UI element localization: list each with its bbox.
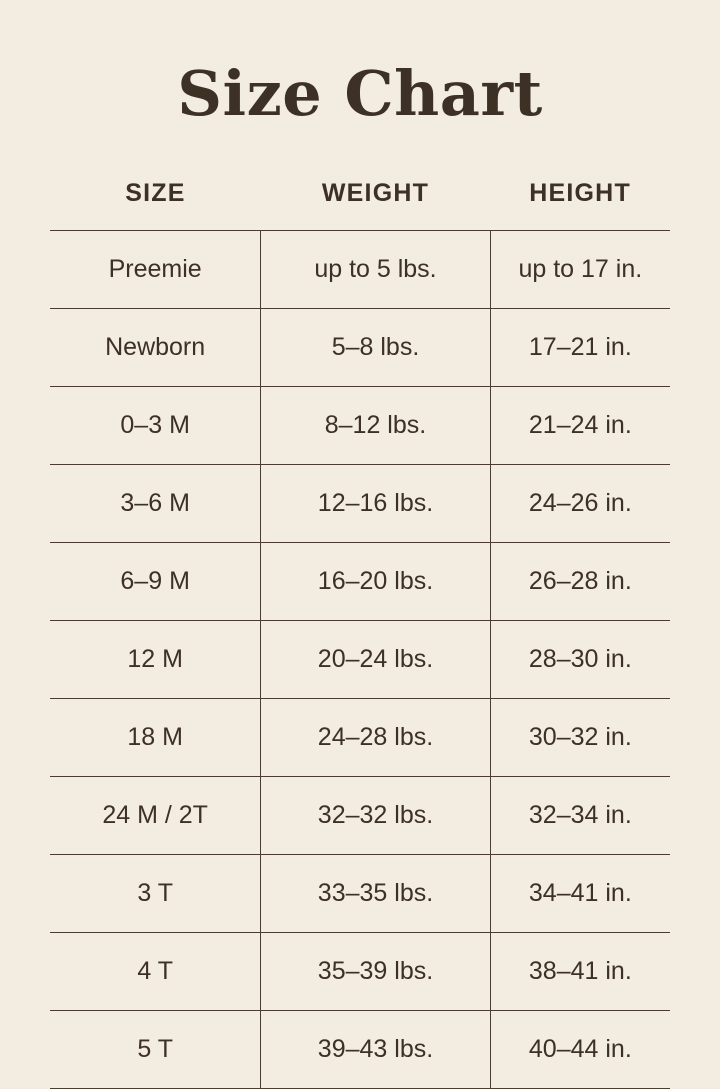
cell-size: 12 M xyxy=(50,621,261,699)
table-row xyxy=(50,309,670,387)
cell-height: up to 17 in. xyxy=(490,231,670,309)
table-row xyxy=(50,699,670,777)
cell-weight: 33–35 lbs. xyxy=(261,855,490,933)
column-header-size: SIZE xyxy=(125,179,186,208)
cell-size: 24 M / 2T xyxy=(50,777,261,855)
cell-size: 3–6 M xyxy=(50,465,261,543)
cell-height: 21–24 in. xyxy=(490,387,670,465)
cell-size: 3 T xyxy=(50,855,261,933)
cell-height: 28–30 in. xyxy=(490,621,670,699)
table-header xyxy=(50,178,670,231)
cell-weight: 20–24 lbs. xyxy=(261,621,490,699)
cell-height: 34–41 in. xyxy=(490,855,670,933)
table-row xyxy=(50,387,670,465)
cell-weight: 35–39 lbs. xyxy=(261,933,490,1011)
cell-height: 40–44 in. xyxy=(490,1011,670,1089)
table-row xyxy=(50,933,670,1011)
page-title: Size Chart xyxy=(177,57,543,130)
table-header-row xyxy=(50,178,670,231)
cell-height: 30–32 in. xyxy=(490,699,670,777)
cell-weight: 12–16 lbs. xyxy=(261,465,490,543)
cell-size: 0–3 M xyxy=(50,387,261,465)
column-header-height: HEIGHT xyxy=(529,179,631,208)
cell-size: 5 T xyxy=(50,1011,261,1089)
cell-height: 17–21 in. xyxy=(490,309,670,387)
table-body xyxy=(50,231,670,1089)
cell-height: 26–28 in. xyxy=(490,543,670,621)
cell-size: Newborn xyxy=(50,309,261,387)
cell-size: 6–9 M xyxy=(50,543,261,621)
cell-weight: 8–12 lbs. xyxy=(261,387,490,465)
table-row xyxy=(50,777,670,855)
cell-size: Preemie xyxy=(50,231,261,309)
cell-weight: 32–32 lbs. xyxy=(261,777,490,855)
table-row xyxy=(50,231,670,309)
column-header-weight: WEIGHT xyxy=(321,179,430,208)
cell-weight: 24–28 lbs. xyxy=(261,699,490,777)
cell-height: 38–41 in. xyxy=(490,933,670,1011)
cell-size: 4 T xyxy=(50,933,261,1011)
cell-weight: up to 5 lbs. xyxy=(261,231,490,309)
table-row xyxy=(50,621,670,699)
cell-height: 24–26 in. xyxy=(490,465,670,543)
cell-height: 32–34 in. xyxy=(490,777,670,855)
cell-weight: 16–20 lbs. xyxy=(261,543,490,621)
table-row xyxy=(50,855,670,933)
table-row xyxy=(50,465,670,543)
table-row xyxy=(50,543,670,621)
table-row xyxy=(50,1011,670,1089)
cell-weight: 39–43 lbs. xyxy=(261,1011,490,1089)
cell-size: 18 M xyxy=(50,699,261,777)
cell-weight: 5–8 lbs. xyxy=(261,309,490,387)
size-chart-table xyxy=(50,178,670,1089)
